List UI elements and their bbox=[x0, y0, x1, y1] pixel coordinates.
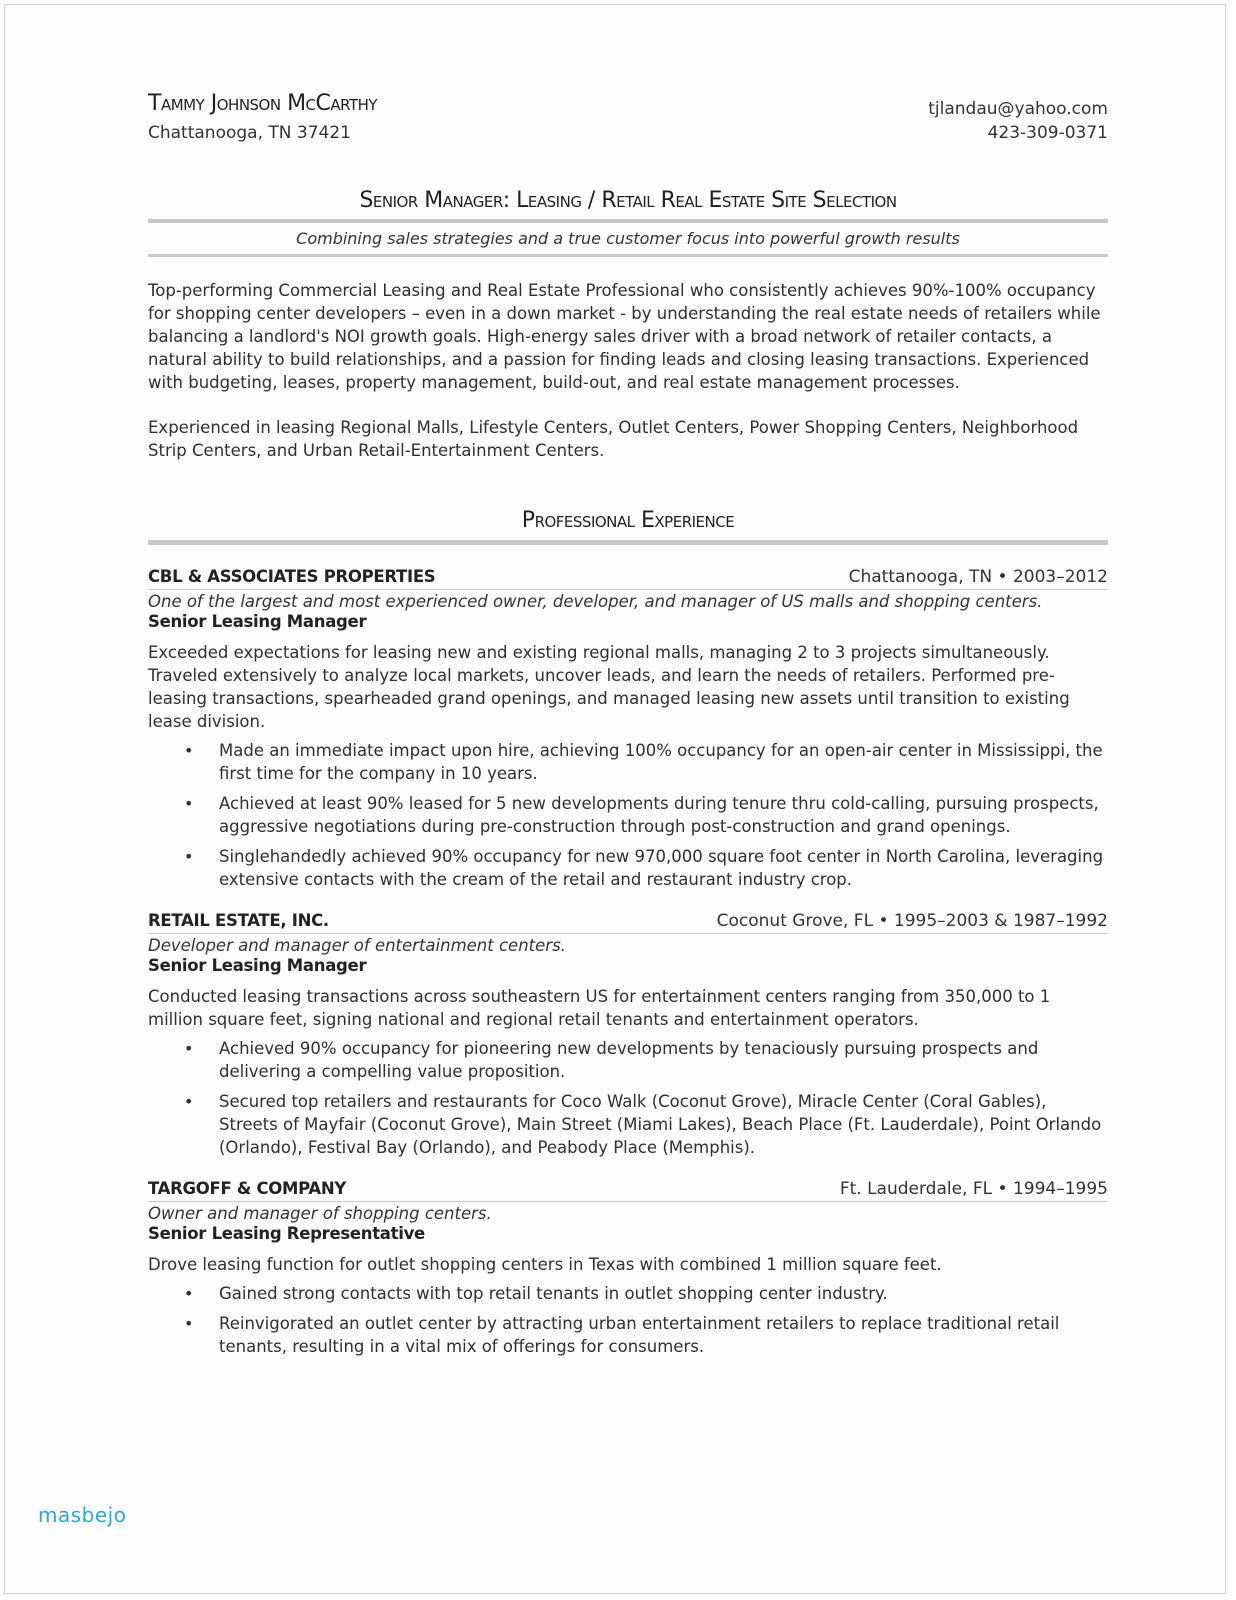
candidate-phone: 423-309-0371 bbox=[987, 123, 1108, 143]
job-location-dates: Chattanooga, TN • 2003–2012 bbox=[848, 567, 1108, 587]
company-name: TARGOFF & COMPANY bbox=[148, 1179, 347, 1198]
achievement-item bbox=[148, 739, 1108, 785]
achievement-text: Achieved at least 90% leased for 5 new developments during tenure thru cold-calling, pursuing prospects, aggressive negotiations during pre-construction through post-construction and grand openings. bbox=[219, 794, 1099, 836]
job-header bbox=[148, 567, 1108, 590]
job-summary: Exceeded expectations for leasing new and existing regional malls, managing 2 to 3 projects simultaneously. Traveled extensively to analyze local markets, uncover leads, and learn the needs of retailers. Performed pre-leasing transactions, spearheaded grand openings, and managed leasing new assets until transition to existing lease division. bbox=[148, 643, 1070, 731]
achievement-item bbox=[148, 1312, 1108, 1358]
experience-divider bbox=[148, 540, 1108, 545]
candidate-name: Tammy Johnson McCarthy bbox=[148, 91, 378, 116]
company-description: Owner and manager of shopping centers. bbox=[148, 1204, 492, 1223]
experience-section-title: Professional Experience bbox=[521, 508, 735, 533]
achievement-text: Made an immediate impact upon hire, achieving 100% occupancy for an open-air center in Mississippi, the first time for the company in 10 years. bbox=[219, 741, 1103, 783]
resume-tagline: Combining sales strategies and a true customer focus into powerful growth results bbox=[296, 229, 960, 248]
company-description: Developer and manager of entertainment centers. bbox=[148, 936, 566, 955]
company-description: One of the largest and most experienced owner, developer, and manager of US malls and shopping centers. bbox=[148, 592, 1043, 611]
resume-content bbox=[148, 91, 1108, 1365]
job-entry bbox=[148, 567, 1108, 891]
candidate-city: Chattanooga, TN 37421 bbox=[148, 123, 351, 143]
job-location-dates: Coconut Grove, FL • 1995–2003 & 1987–1992 bbox=[716, 911, 1108, 931]
bullet-icon: • bbox=[184, 794, 194, 813]
job-title: Senior Leasing Representative bbox=[148, 1224, 425, 1243]
job-summary: Drove leasing function for outlet shopping centers in Texas with combined 1 million square feet. bbox=[148, 1255, 942, 1274]
job-header bbox=[148, 1179, 1108, 1202]
achievement-text: Gained strong contacts with top retail tenants in outlet shopping center industry. bbox=[219, 1284, 888, 1303]
job-location-dates: Ft. Lauderdale, FL • 1994–1995 bbox=[839, 1179, 1108, 1199]
company-name: RETAIL ESTATE, INC. bbox=[148, 911, 329, 930]
job-entry bbox=[148, 911, 1108, 1159]
achievement-text: Achieved 90% occupancy for pioneering new developments by tenaciously pursuing prospects and delivering a compelling value proposition. bbox=[219, 1039, 1039, 1081]
achievement-item bbox=[148, 1037, 1108, 1083]
achievement-text: Singlehandedly achieved 90% occupancy for new 970,000 square foot center in North Carolina, leveraging extensive contacts with the cream of the retail and restaurant industry crop. bbox=[219, 847, 1104, 889]
achievement-list bbox=[148, 1037, 1108, 1159]
watermark-logo: masbejo bbox=[38, 1503, 127, 1527]
achievement-item bbox=[148, 792, 1108, 838]
job-title: Senior Leasing Manager bbox=[148, 612, 367, 631]
achievement-text: Reinvigorated an outlet center by attracting urban entertainment retailers to replace traditional retail tenants, resulting in a vital mix of offerings for consumers. bbox=[219, 1314, 1060, 1356]
company-name: CBL & ASSOCIATES PROPERTIES bbox=[148, 567, 436, 586]
bullet-icon: • bbox=[184, 1284, 194, 1303]
summary-paragraph: Experienced in leasing Regional Malls, Lifestyle Centers, Outlet Centers, Power Shopping Centers, Neighborhood Strip Centers, and Urban Retail-Entertainment Centers. bbox=[148, 418, 1079, 460]
job-header bbox=[148, 911, 1108, 934]
achievement-item bbox=[148, 845, 1108, 891]
resume-headline: Senior Manager: Leasing / Retail Real Estate Site Selection bbox=[359, 188, 897, 213]
bullet-icon: • bbox=[184, 1314, 194, 1333]
tagline-divider bbox=[148, 254, 1108, 257]
summary-paragraph: Top-performing Commercial Leasing and Real Estate Professional who consistently achieves 90%-100% occupancy for shopping center developers – even in a down market - by understanding the real estate needs of retailers while balancing a landlord's NOI growth goals. High-energy sales driver with a broad network of retailer contacts, a natural ability to build relationships, and a passion for finding leads and closing leasing transactions. Experienced with budgeting, leases, property management, build-out, and real estate management processes. bbox=[148, 281, 1101, 392]
job-title: Senior Leasing Manager bbox=[148, 956, 367, 975]
bullet-icon: • bbox=[184, 741, 194, 760]
bullet-icon: • bbox=[184, 1092, 194, 1111]
achievement-text: Secured top retailers and restaurants for Coco Walk (Coconut Grove), Miracle Center (Coral Gables), Streets of Mayfair (Coconut Grove), Main Street (Miami Lakes), Beach Place (Ft. Lauderdale), Point Orlando (Orlando), Festival Bay (Orlando), and Peabody Place (Memphis). bbox=[219, 1092, 1102, 1157]
bullet-icon: • bbox=[184, 847, 194, 866]
achievement-list bbox=[148, 739, 1108, 891]
achievement-item bbox=[148, 1282, 1108, 1305]
headline-divider bbox=[148, 219, 1108, 223]
bullet-icon: • bbox=[184, 1039, 194, 1058]
achievement-item bbox=[148, 1090, 1108, 1159]
contact-header bbox=[148, 91, 1108, 151]
achievement-list bbox=[148, 1282, 1108, 1358]
job-summary: Conducted leasing transactions across southeastern US for entertainment centers ranging from 350,000 to 1 million square feet, signing national and regional retail tenants and entertainment operators. bbox=[148, 987, 1051, 1029]
candidate-email[interactable]: tjlandau@yahoo.com bbox=[928, 99, 1108, 119]
job-entry bbox=[148, 1179, 1108, 1358]
resume-page bbox=[4, 4, 1226, 1594]
